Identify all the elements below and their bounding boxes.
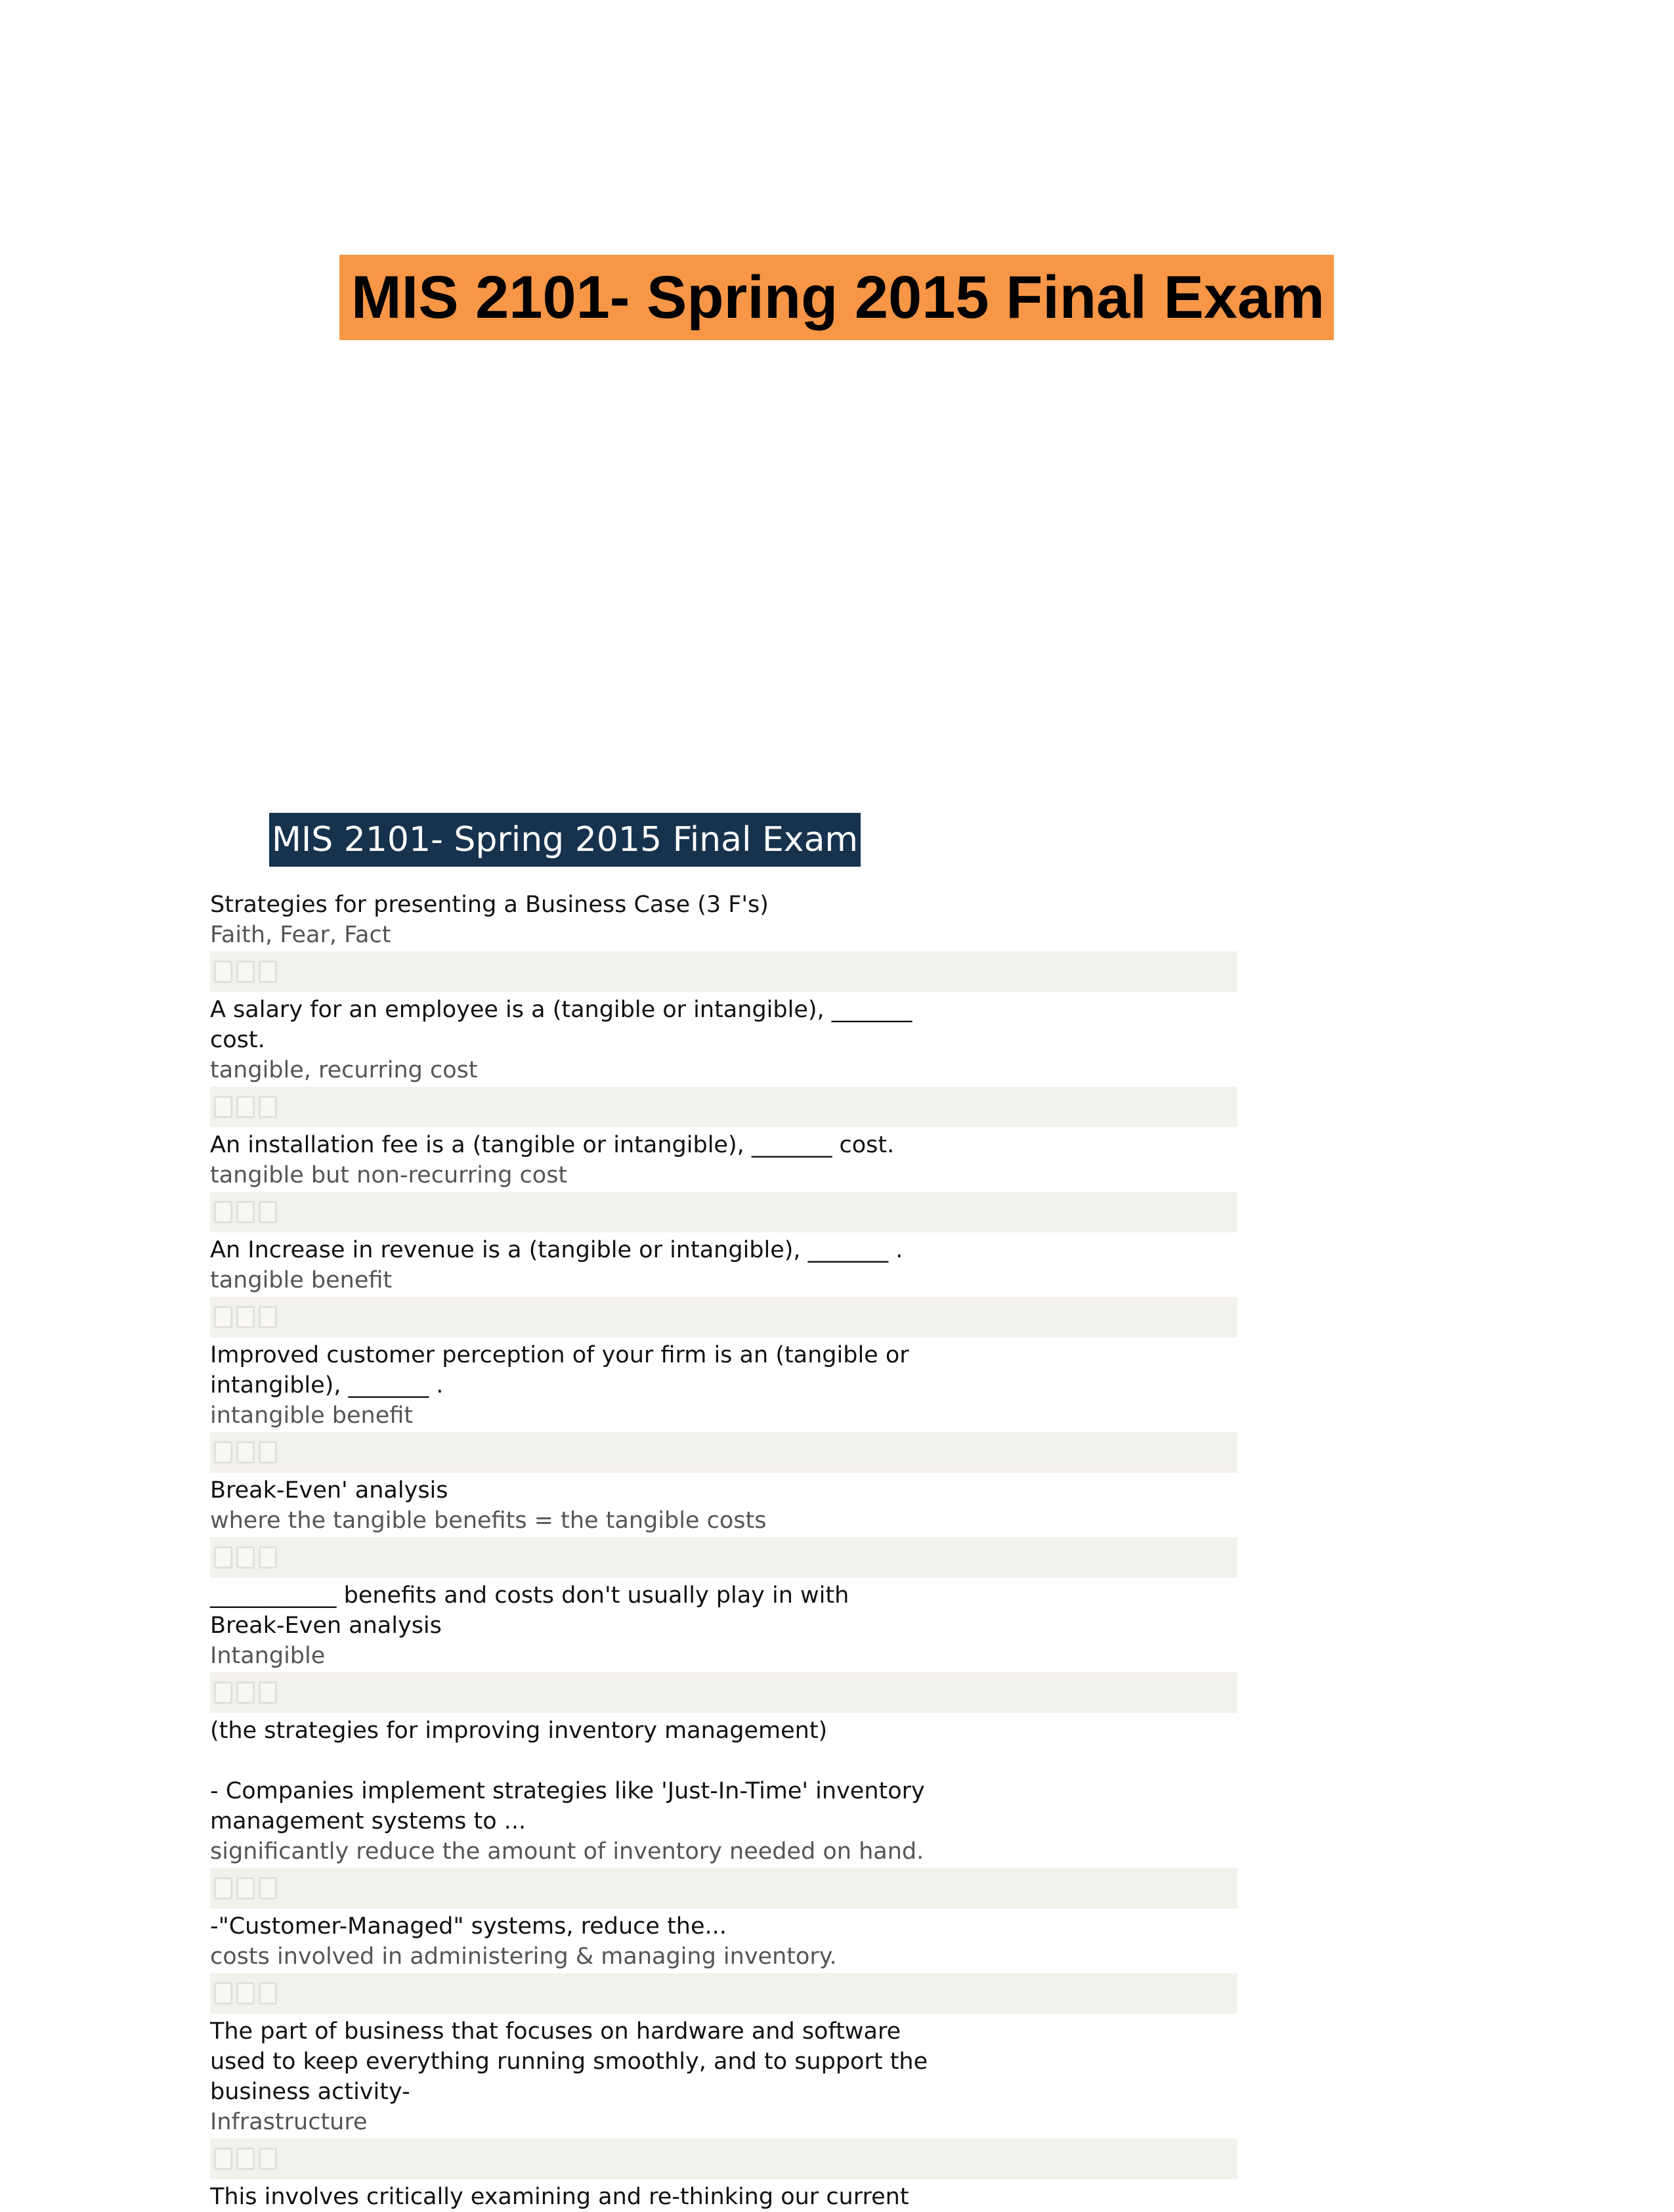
flashcard bbox=[210, 2016, 1237, 2179]
flashcard-rating-bar bbox=[210, 1973, 1237, 2014]
rating-box-icon bbox=[214, 1201, 232, 1223]
flashcard-rating-bar bbox=[210, 1087, 1237, 1127]
flashcard-question: Break-Even' analysis bbox=[210, 1477, 448, 1504]
flashcard-answer: Intangible bbox=[210, 1643, 326, 1669]
flashcard-list bbox=[210, 890, 1237, 2212]
rating-box-icon bbox=[259, 1441, 277, 1464]
rating-box-icon bbox=[236, 1096, 255, 1118]
flashcard-answer: intangible benefit bbox=[210, 1402, 414, 1429]
flashcard-answer: tangible, recurring cost bbox=[210, 1057, 478, 1083]
flashcard-answer: significantly reduce the amount of inventory needed on hand. bbox=[210, 1838, 924, 1865]
flashcard-question: An Increase in revenue is a (tangible or intangible), _______ . bbox=[210, 1237, 903, 1263]
rating-box-icon bbox=[259, 1546, 277, 1569]
rating-box-icon bbox=[236, 1441, 255, 1464]
flashcard-question: A salary for an employee is a (tangible or intangible), _______ cost. bbox=[210, 997, 912, 1053]
flashcard-answer: tangible benefit bbox=[210, 1267, 393, 1293]
flashcard bbox=[210, 1340, 1237, 1473]
rating-box-icon bbox=[259, 1982, 277, 2005]
rating-box-icon bbox=[236, 961, 255, 983]
rating-box-icon bbox=[259, 1877, 277, 1899]
flashcard-rating-bar bbox=[210, 1868, 1237, 1909]
flashcard-rating-bar bbox=[210, 2138, 1237, 2179]
rating-box-icon bbox=[259, 961, 277, 983]
document-title: MIS 2101- Spring 2015 Final Exam bbox=[339, 255, 1334, 340]
rating-box-icon bbox=[214, 1306, 232, 1328]
flashcard bbox=[210, 1475, 1237, 1578]
rating-box-icon bbox=[259, 2148, 277, 2170]
flashcard-question: This involves critically examining and re-thinking our current bbox=[210, 2184, 909, 2210]
rating-box-icon bbox=[259, 1201, 277, 1223]
scan-title: MIS 2101- Spring 2015 Final Exam bbox=[269, 813, 861, 867]
flashcard-rating-bar bbox=[210, 1537, 1237, 1578]
scanned-flashcards bbox=[197, 801, 1247, 2210]
flashcard-answer: costs involved in administering & managing inventory. bbox=[210, 1943, 837, 1970]
flashcard-rating-bar bbox=[210, 1672, 1237, 1713]
rating-box-icon bbox=[236, 1306, 255, 1328]
flashcard bbox=[210, 1580, 1237, 1713]
rating-box-icon bbox=[236, 1681, 255, 1704]
rating-box-icon bbox=[236, 1546, 255, 1569]
flashcard-answer: tangible but non-recurring cost bbox=[210, 1162, 568, 1188]
flashcard-question: ___________ benefits and costs don't usually play in with Break-Even analysis bbox=[210, 1582, 849, 1639]
flashcard-question: The part of business that focuses on hardware and software used to keep everything running smoothly, and to support the business activity- bbox=[210, 2018, 928, 2105]
flashcard-rating-bar bbox=[210, 1432, 1237, 1473]
rating-box-icon bbox=[214, 1096, 232, 1118]
flashcard bbox=[210, 1235, 1237, 1337]
rating-box-icon bbox=[214, 961, 232, 983]
flashcard-rating-bar bbox=[210, 1297, 1237, 1337]
flashcard-answer: where the tangible benefits = the tangible costs bbox=[210, 1507, 767, 1534]
flashcard-answer: Faith, Fear, Fact bbox=[210, 922, 391, 948]
rating-box-icon bbox=[259, 1306, 277, 1328]
flashcard bbox=[210, 1716, 1237, 1909]
flashcard-question: An installation fee is a (tangible or intangible), _______ cost. bbox=[210, 1132, 895, 1158]
flashcard bbox=[210, 1911, 1237, 2014]
rating-box-icon bbox=[259, 1096, 277, 1118]
flashcard-rating-bar bbox=[210, 951, 1237, 992]
rating-box-icon bbox=[236, 1877, 255, 1899]
rating-box-icon bbox=[236, 2148, 255, 2170]
rating-box-icon bbox=[214, 2148, 232, 2170]
rating-box-icon bbox=[214, 1441, 232, 1464]
flashcard-question: (the strategies for improving inventory management) - Companies implement strategies like 'Just-In-Time' inventory management systems to ... bbox=[210, 1718, 925, 1834]
flashcard bbox=[210, 1130, 1237, 1232]
flashcard-question: Strategies for presenting a Business Case (3 F's) bbox=[210, 892, 769, 918]
flashcard-answer: Infrastructure bbox=[210, 2109, 368, 2135]
flashcard-question: -"Customer-Managed" systems, reduce the... bbox=[210, 1913, 727, 1940]
rating-box-icon bbox=[236, 1201, 255, 1223]
rating-box-icon bbox=[214, 1546, 232, 1569]
flashcard bbox=[210, 2182, 1237, 2212]
flashcard-rating-bar bbox=[210, 1192, 1237, 1232]
rating-box-icon bbox=[214, 1681, 232, 1704]
rating-box-icon bbox=[236, 1982, 255, 2005]
flashcard bbox=[210, 890, 1237, 992]
flashcard-question: Improved customer perception of your firm is an (tangible or intangible), _______ . bbox=[210, 1342, 909, 1399]
rating-box-icon bbox=[259, 1681, 277, 1704]
rating-box-icon bbox=[214, 1982, 232, 2005]
flashcard bbox=[210, 995, 1237, 1127]
rating-box-icon bbox=[214, 1877, 232, 1899]
